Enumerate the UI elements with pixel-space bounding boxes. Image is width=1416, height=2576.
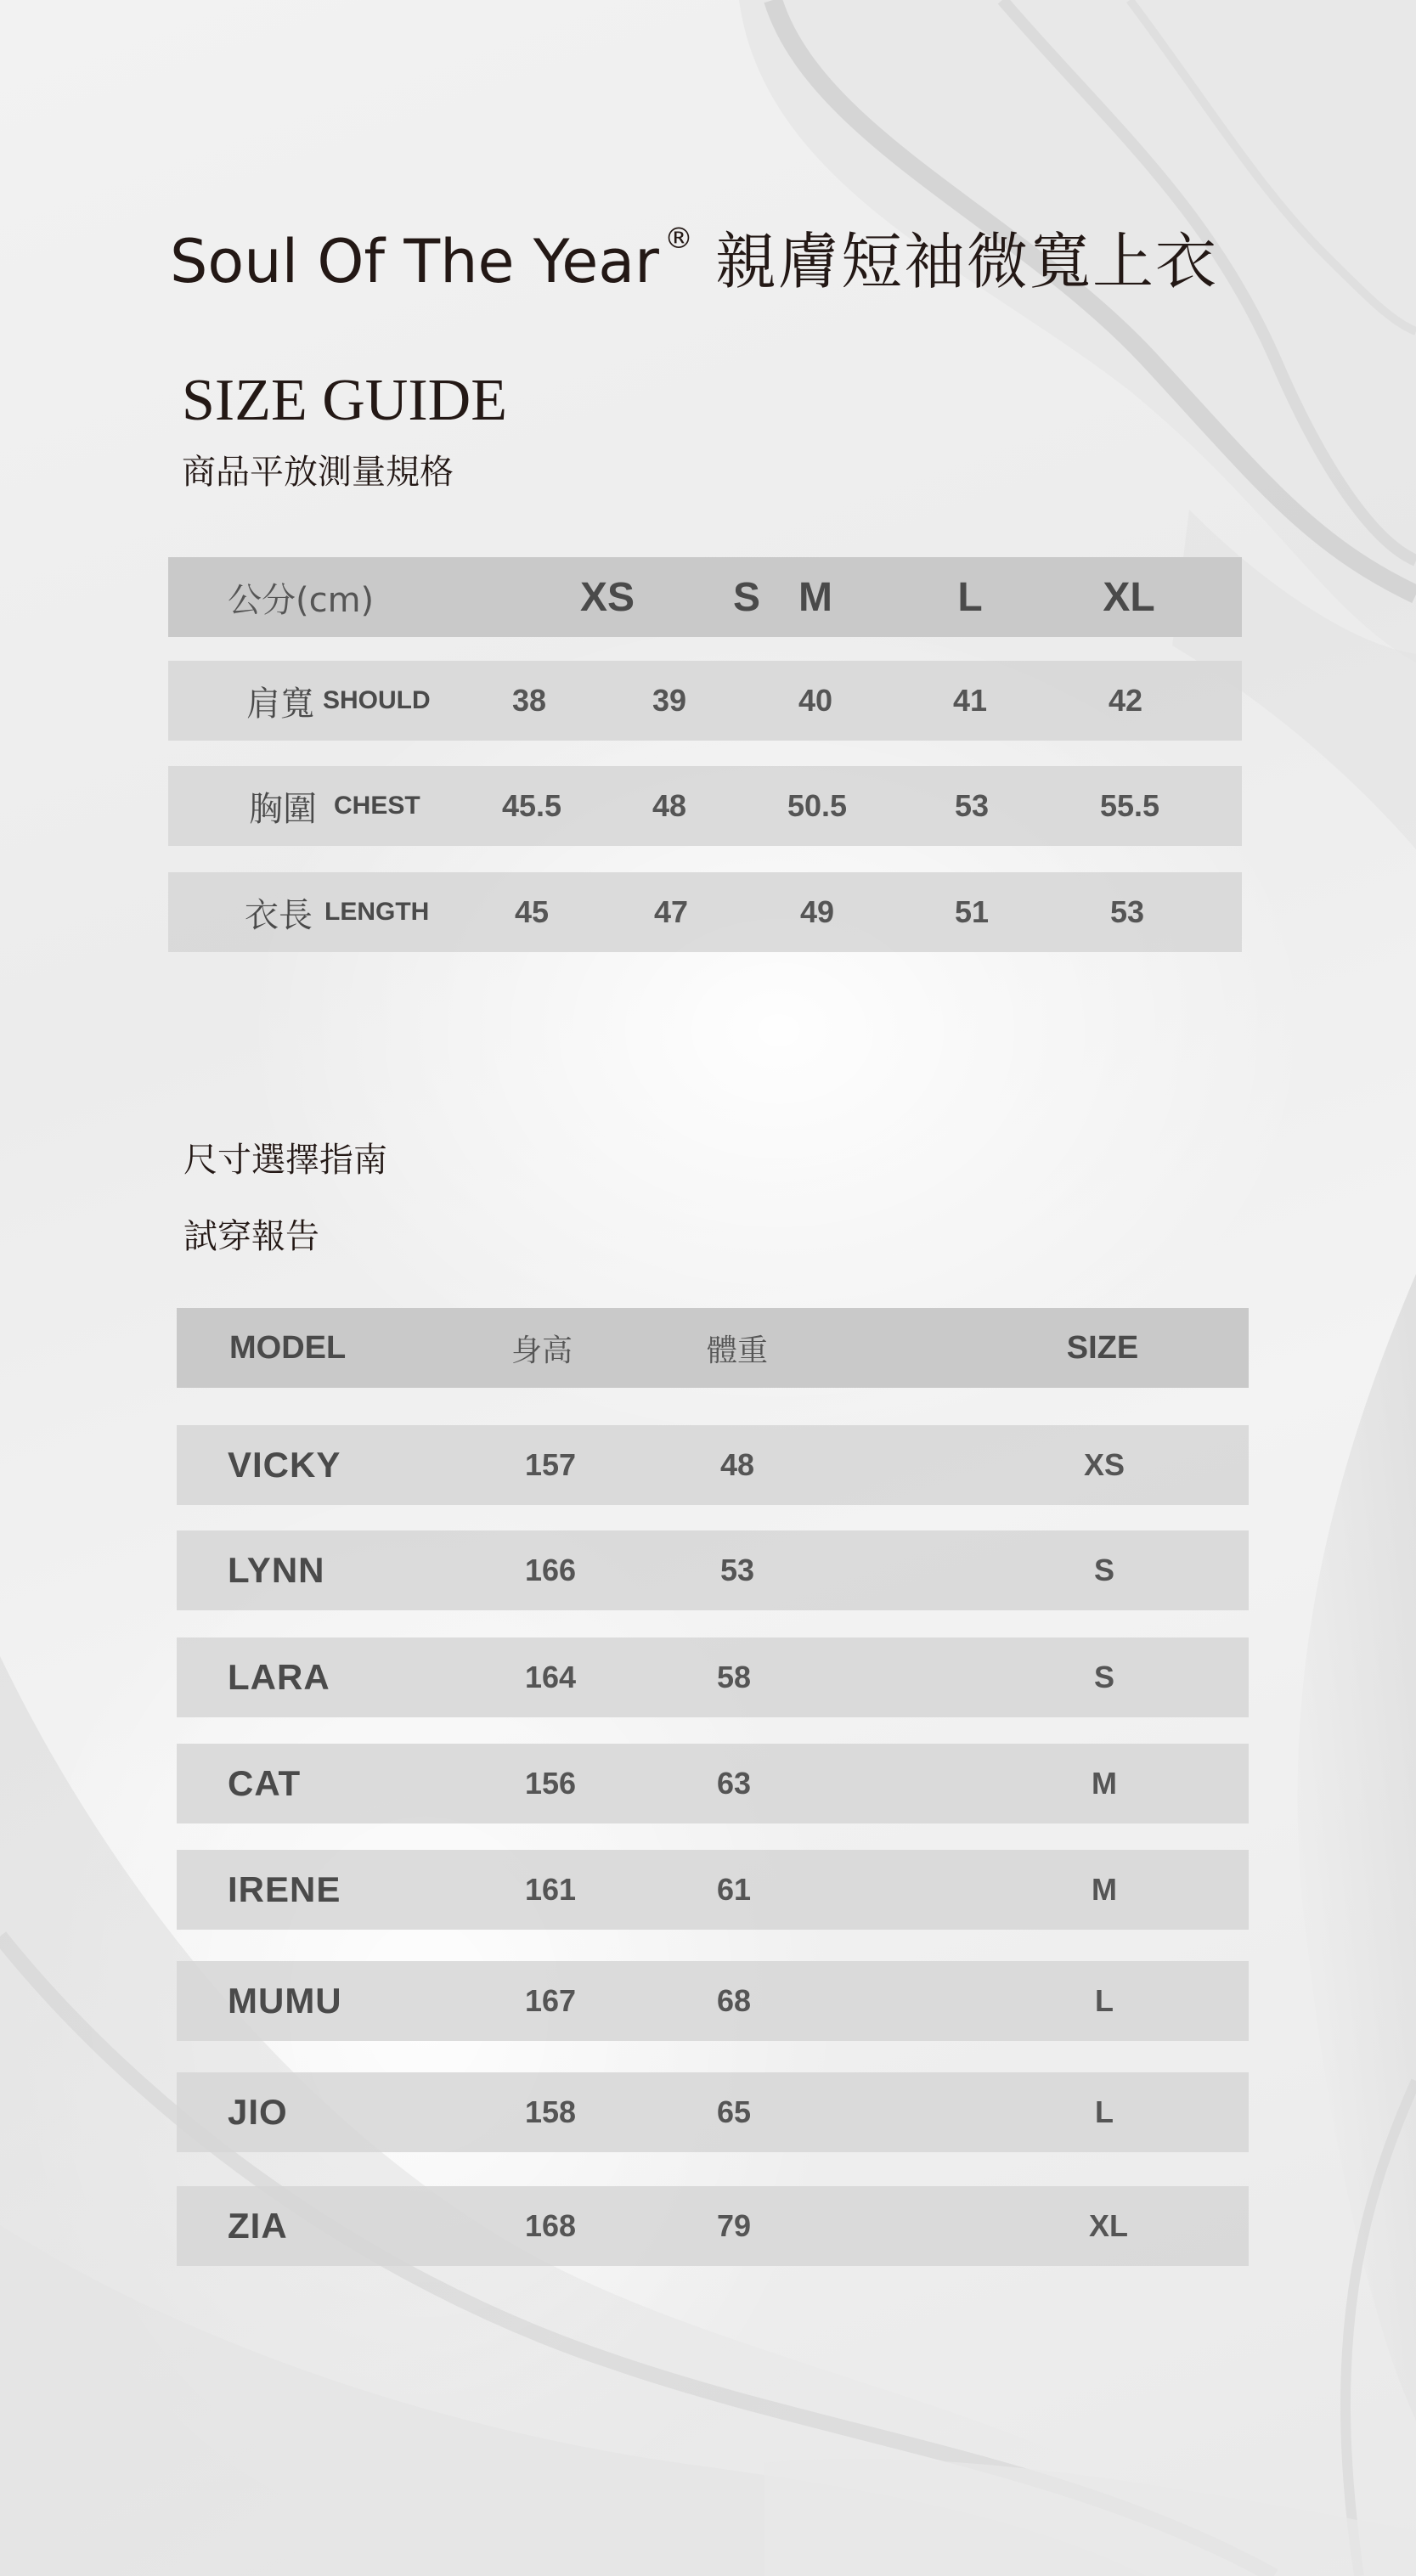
measurement-value: 38 (511, 683, 547, 718)
measurement-value: 55.5 (1099, 788, 1160, 823)
model-name: VICKY (228, 1445, 341, 1485)
measurement-value: 51 (954, 894, 990, 929)
fit-guide-subtitle: 試穿報告 (183, 1217, 319, 1256)
size-header: L (957, 574, 983, 620)
model-row (177, 1850, 1249, 1930)
size-header: S (732, 574, 760, 620)
model-name: LARA (228, 1657, 330, 1697)
measurement-label: 衣長 LENGTH (245, 895, 430, 935)
size-header: M (798, 574, 832, 620)
model-weight: 68 (716, 1983, 752, 2018)
model-size: S (1093, 1553, 1114, 1587)
model-name: ZIA (228, 2206, 288, 2246)
model-height: 156 (524, 1766, 577, 1801)
model-name: MUMU (228, 1981, 342, 2021)
model-row (177, 1425, 1249, 1505)
product-title-zh: 親膚短袖微寬上衣 (714, 226, 1218, 297)
model-table-header (177, 1308, 1249, 1388)
measurement-value: 39 (652, 683, 687, 718)
size-guide-subheading: 商品平放測量規格 (182, 453, 454, 492)
measurement-value: 50.5 (787, 788, 848, 823)
model-size: S (1093, 1660, 1114, 1694)
model-row (177, 1530, 1249, 1610)
model-size: XS (1083, 1447, 1125, 1482)
product-title (170, 219, 1218, 304)
measurement-value: 47 (653, 894, 689, 929)
product-title-en: Soul Of The Year (170, 227, 659, 296)
model-weight: 48 (719, 1447, 755, 1482)
model-height: 161 (524, 1872, 577, 1907)
model-row (177, 1744, 1249, 1823)
model-row (177, 2186, 1249, 2266)
model-height: 166 (524, 1553, 577, 1587)
model-height: 164 (524, 1660, 577, 1694)
model-size: L (1095, 2094, 1114, 2129)
unit-label: 公分(cm) (228, 580, 375, 620)
model-weight: 63 (716, 1766, 752, 1801)
size-table-row (168, 766, 1242, 846)
header-model: MODEL (229, 1329, 347, 1366)
model-row (177, 2072, 1249, 2152)
header-height: 身高 (511, 1333, 573, 1368)
model-weight: 65 (716, 2094, 752, 2129)
measurement-value: 53 (1109, 894, 1145, 929)
measurement-label: 胸圍 CHEST (249, 789, 420, 829)
model-weight: 58 (716, 1660, 752, 1694)
measurement-value: 45 (514, 894, 550, 929)
size-header: XS (579, 574, 635, 620)
fit-guide-title: 尺寸選擇指南 (183, 1141, 387, 1180)
measurement-value: 48 (652, 788, 687, 823)
model-name: CAT (228, 1763, 302, 1803)
model-name: IRENE (228, 1869, 341, 1909)
model-height: 158 (524, 2094, 577, 2129)
model-weight: 79 (716, 2208, 752, 2243)
model-height: 168 (524, 2208, 577, 2243)
size-table-row (168, 872, 1242, 952)
measurement-value: 53 (954, 788, 990, 823)
model-name: JIO (228, 2092, 288, 2132)
model-height: 157 (524, 1447, 577, 1482)
measurement-value: 41 (952, 683, 988, 718)
model-size: XL (1088, 2208, 1128, 2243)
model-weight: 61 (716, 1872, 752, 1907)
registered-mark: ® (663, 222, 693, 256)
measurement-value: 40 (798, 683, 833, 718)
model-name: LYNN (228, 1550, 325, 1590)
model-size: L (1095, 1983, 1114, 2018)
header-size: SIZE (1066, 1329, 1139, 1366)
size-table-header (168, 557, 1242, 637)
measurement-value: 45.5 (501, 788, 562, 823)
measurement-label: 肩寬 SHOULD (246, 684, 431, 724)
size-header: XL (1103, 574, 1155, 620)
model-row (177, 1961, 1249, 2041)
model-size: M (1092, 1766, 1117, 1801)
size-table-row (168, 661, 1242, 741)
model-height: 167 (524, 1983, 577, 2018)
header-weight: 體重 (706, 1333, 768, 1368)
size-guide-heading: SIZE GUIDE (182, 368, 507, 433)
measurement-value: 42 (1108, 683, 1143, 718)
measurement-value: 49 (799, 894, 835, 929)
model-weight: 53 (719, 1553, 755, 1587)
model-row (177, 1637, 1249, 1717)
model-size: M (1092, 1872, 1117, 1907)
